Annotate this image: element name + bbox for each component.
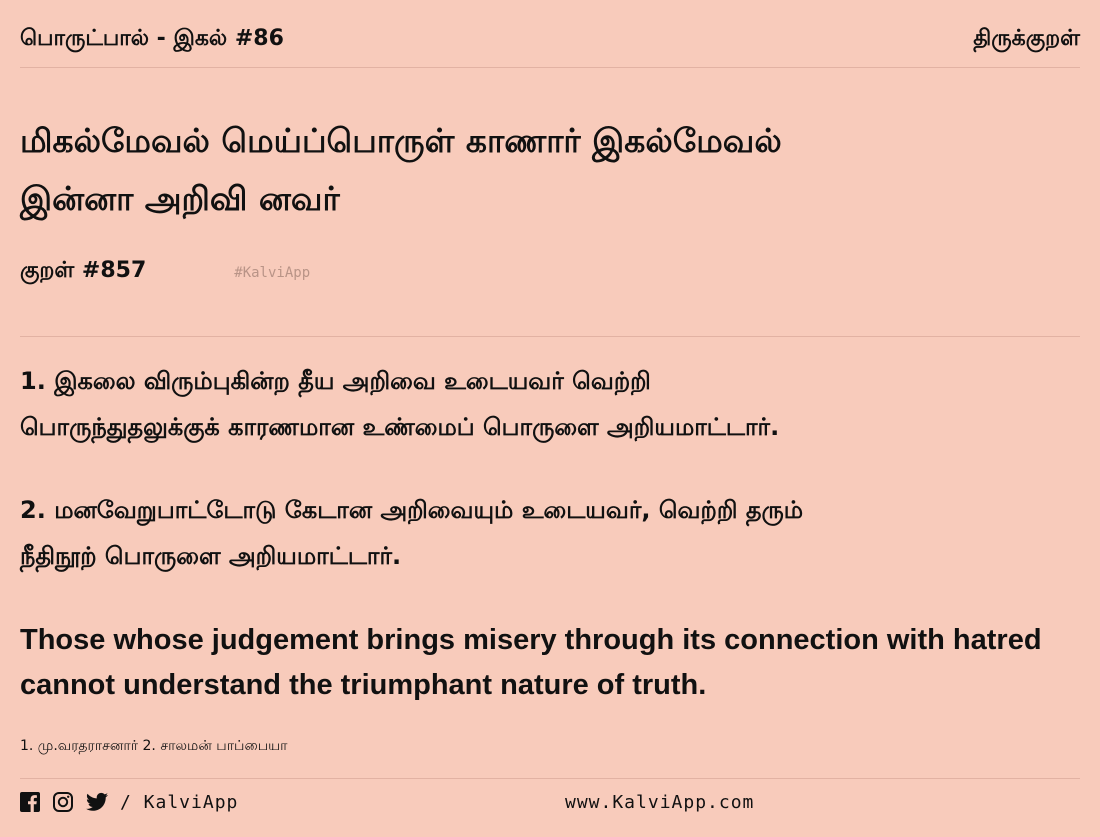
translation-line-1: Those whose judgement brings misery through its connection with hatred [20,624,1042,656]
meaning-2-line-2: நீதிநூற் பொருளை அறியமாட்டார். [20,542,402,570]
meaning-1-line-2: பொருந்துதலுக்குக் காரணமான உண்மைப் பொருளை அறியமாட்டார். [20,413,780,441]
header [20,22,1080,58]
meaning-1 [20,358,1080,450]
meaning-2-text-1: மனவேறுபாட்டோடு கேடான அறிவையும் உடையவர், வெற்றி தரும் [54,496,804,524]
twitter-icon[interactable] [86,792,108,812]
footer-divider [20,778,1080,779]
page [20,0,1080,837]
section-title: பொருட்பால் - இகல் #86 [20,26,284,51]
footer [20,788,1080,816]
kural-line-2: இன்னா அறிவி னவர் [20,179,340,218]
website-link[interactable]: www.KalviApp.com [565,791,755,813]
meaning-1-text-1: இகலை விரும்புகின்ற தீய அறிவை உடையவர் வெற்றி [54,367,651,395]
kural-number: குறள் #857 [20,258,147,283]
social-icons [20,791,238,813]
facebook-icon[interactable] [20,792,40,812]
instagram-icon[interactable] [52,791,74,813]
meaning-2-line-1 [20,487,1080,533]
kural-line-1: மிகல்மேவல் மெய்ப்பொருள் காணார் இகல்மேவல் [20,121,782,160]
translation-line-2: cannot understand the triumphant nature of truth. [20,669,707,701]
kural-number-row [20,258,310,286]
meaning-2 [20,487,1080,579]
credits: 1. மு.வரதராசனார் 2. சாலமன் பாப்பையா [20,738,288,754]
meaning-1-line-1 [20,358,1080,404]
english-translation [20,618,1080,708]
meaning-1-index: 1. [20,367,46,395]
hashtag-watermark: #KalviApp [234,265,311,281]
book-title: திருக்குறள் [973,26,1080,51]
verse-divider [20,336,1080,337]
social-handle[interactable]: / KalviApp [120,791,239,813]
meaning-2-index: 2. [20,496,46,524]
header-divider [20,67,1080,68]
kural-verse [20,112,1080,228]
